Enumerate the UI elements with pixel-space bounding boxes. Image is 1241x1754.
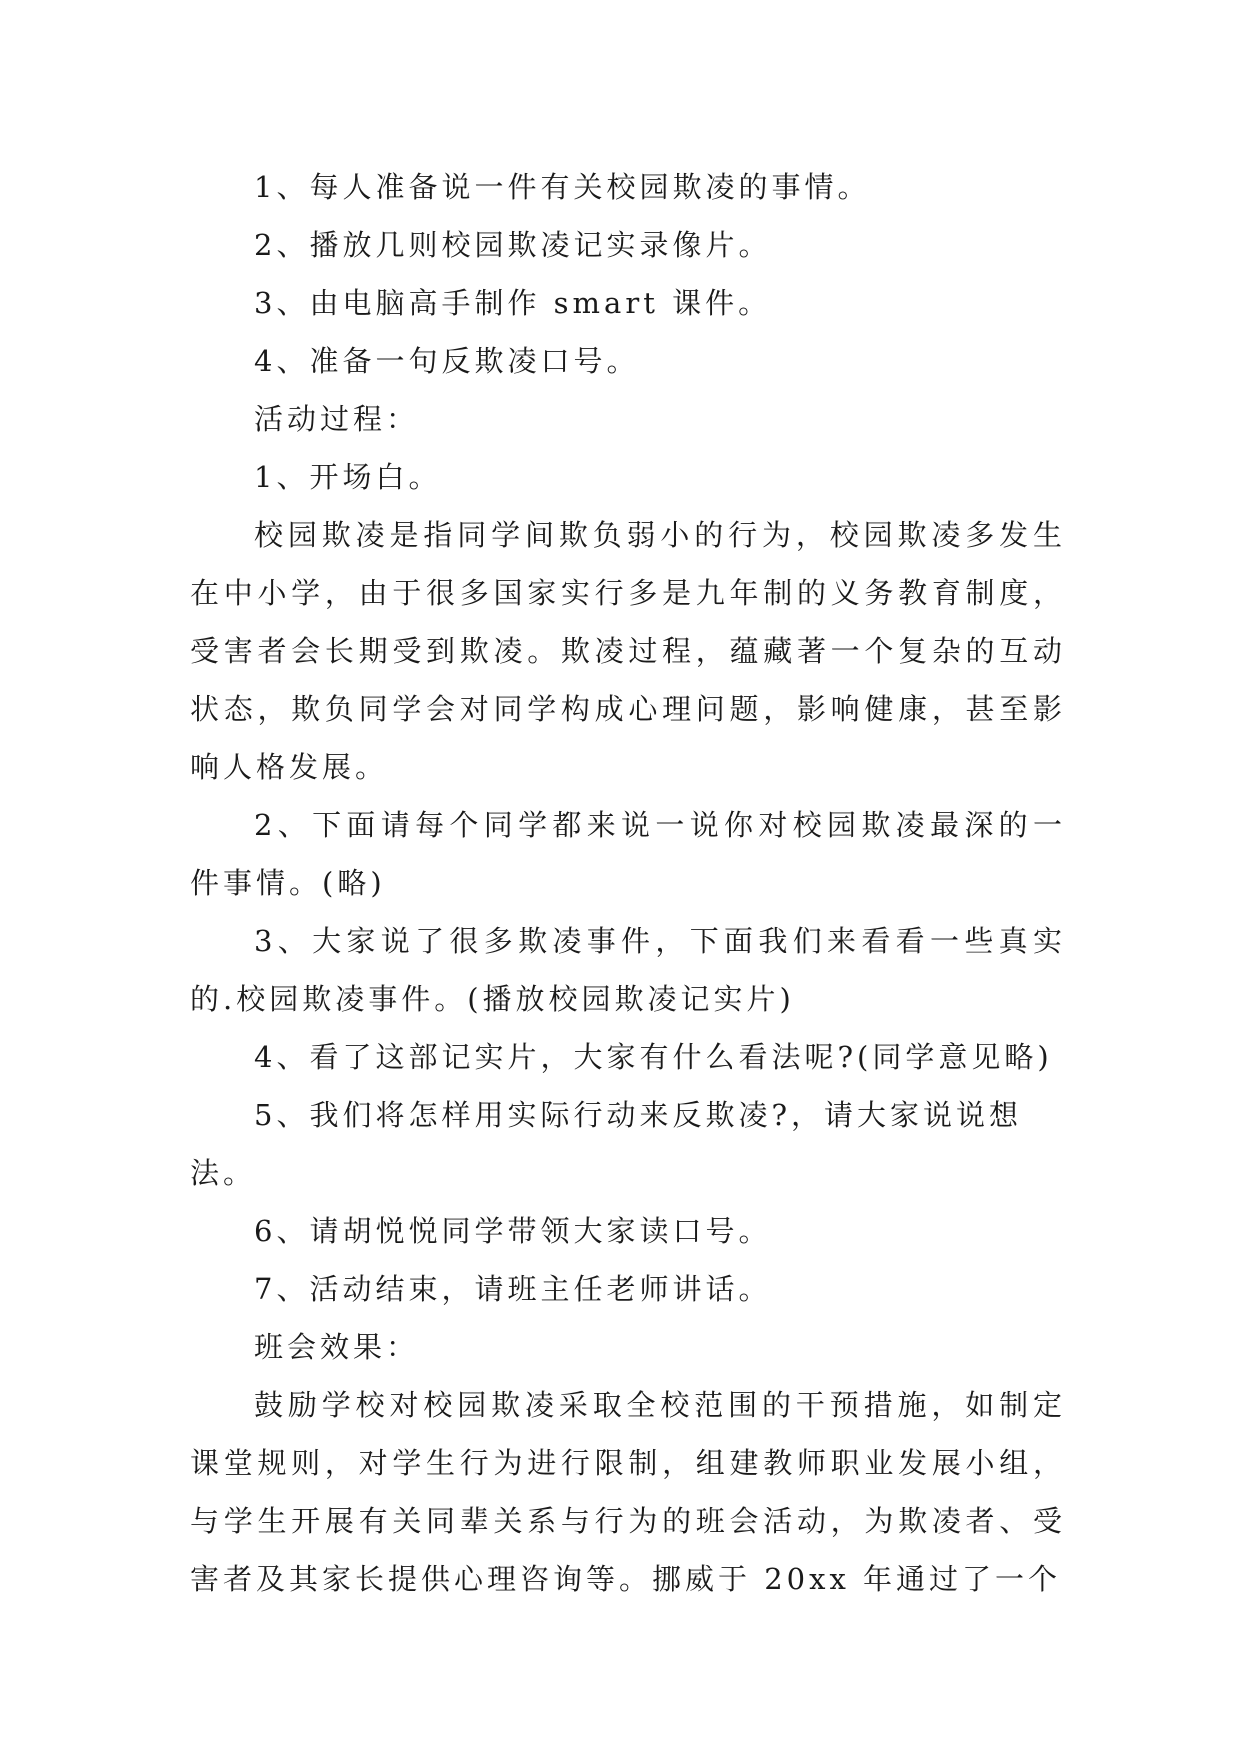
section-heading-effect: 班会效果： [254, 1330, 420, 1364]
effect-paragraph: 鼓励学校对校园欺凌采取全校范围的干预措施，如制定课堂规则，对学生行为进行限制，组建教师职业发展小组，与学生开展有关同辈关系与行为的班会活动，为欺凌者、受害者及其家长提供心理咨询等。挪威于 20xx 年通过了一个 [190, 1388, 1066, 1596]
process-step-2: 2、下面请每个同学都来说一说你对校园欺凌最深的一件事情。(略) [190, 808, 1066, 900]
section-heading-process: 活动过程： [254, 402, 420, 436]
document-body [190, 158, 1066, 1608]
process-step-3: 3、大家说了很多欺凌事件，下面我们来看看一些真实的.校园欺凌事件。(播放校园欺凌记实片) [190, 924, 1066, 1016]
process-step-4: 4、看了这部记实片，大家有什么看法呢?(同学意见略) [254, 1040, 1053, 1074]
process-step-7: 7、活动结束，请班主任老师讲话。 [254, 1272, 772, 1306]
bullying-definition-paragraph: 校园欺凌是指同学间欺负弱小的行为，校园欺凌多发生在中小学，由于很多国家实行多是九年制的义务教育制度，受害者会长期受到欺凌。欺凌过程，蕴藏著一个复杂的互动状态，欺负同学会对同学构成心理问题，影响健康，甚至影响人格发展。 [190, 518, 1066, 784]
prep-item-3: 3、由电脑高手制作 smart 课件。 [254, 286, 772, 320]
process-step-6: 6、请胡悦悦同学带领大家读口号。 [254, 1214, 772, 1248]
prep-item-4: 4、准备一句反欺凌口号。 [254, 344, 640, 378]
prep-item-2: 2、播放几则校园欺凌记实录像片。 [254, 228, 772, 262]
process-step-1: 1、开场白。 [254, 460, 442, 494]
prep-item-1: 1、每人准备说一件有关校园欺凌的事情。 [254, 170, 871, 204]
process-step-5: 5、我们将怎样用实际行动来反欺凌?，请大家说说想法。 [190, 1098, 1022, 1190]
